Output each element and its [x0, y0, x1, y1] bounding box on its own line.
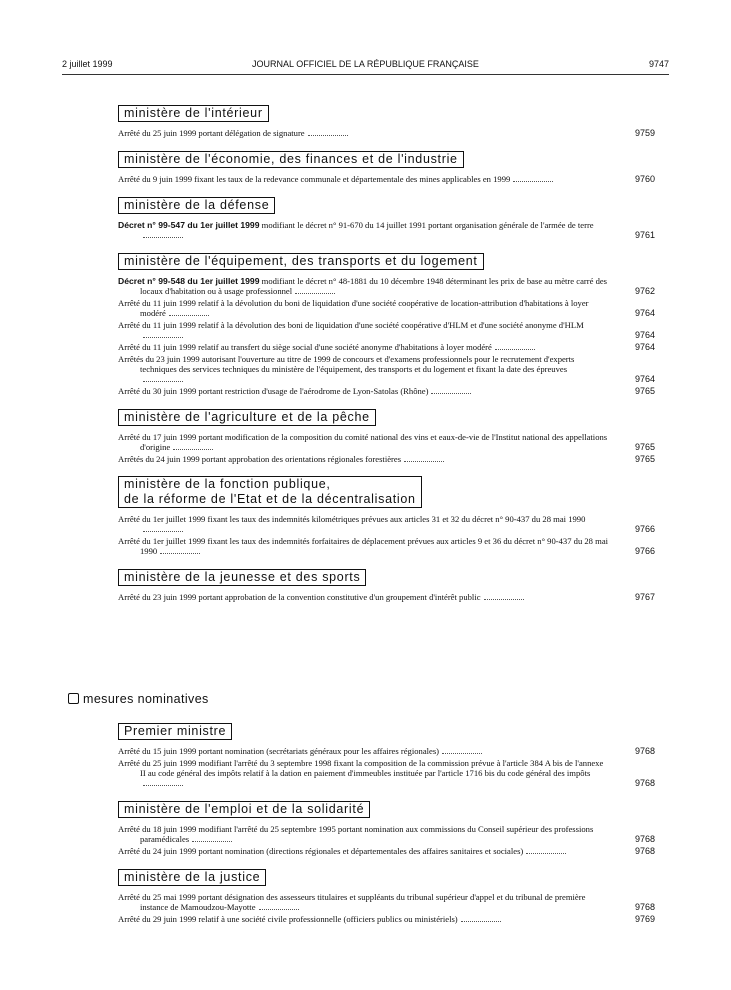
- entry-page-number: 9765: [634, 454, 655, 464]
- entry-description: Arrêté du 9 juin 1999 fixant les taux de la redevance communale et départementale des mines applicables en 1999: [118, 174, 511, 184]
- entry-description: modifiant le décret n° 91-670 du 14 juillet 1991 portant organisation générale de l'armée de terre: [259, 220, 594, 230]
- entry-page-number: 9765: [634, 386, 655, 396]
- toc-entry: [118, 514, 655, 534]
- dot-leader: [526, 853, 566, 854]
- entry-page-number: 9765: [634, 442, 655, 452]
- nominatives-heading: [68, 692, 209, 706]
- dot-leader: [295, 293, 335, 294]
- entry-page-number: 9764: [634, 330, 655, 340]
- entry-description: Arrêté du 17 juin 1999 portant modification de la composition du comité national des vins et eaux-de-vie de l'Institut national des appellations d'origine: [118, 432, 608, 452]
- toc-entry: [118, 746, 655, 756]
- toc-entry: [118, 354, 655, 384]
- entry-text: [118, 746, 609, 756]
- entry-text: [118, 386, 609, 396]
- entry-description: Arrêtés du 24 juin 1999 portant approbation des orientations régionales forestières: [118, 454, 402, 464]
- dot-leader: [513, 181, 553, 182]
- entry-page-number: 9764: [634, 374, 655, 384]
- toc-entry: [118, 386, 655, 396]
- ministry-section: [118, 568, 655, 602]
- toc-entry: [118, 298, 655, 318]
- entry-page-number: 9768: [634, 746, 655, 756]
- toc-entry: [118, 454, 655, 464]
- dot-leader: [404, 461, 444, 462]
- toc-entry: [118, 824, 655, 844]
- entry-description: Arrêté du 29 juin 1999 relatif à une société civile professionnelle (officiers publics ou ministériels): [118, 914, 458, 924]
- dot-leader: [169, 315, 209, 316]
- ministry-title-box: [118, 723, 232, 740]
- ministry-section: [118, 252, 655, 396]
- toc-entry: [118, 276, 655, 296]
- entry-text: [118, 354, 609, 384]
- ministry-title-box: [118, 869, 266, 886]
- ministry-title: ministère de l'agriculture et de la pêche: [124, 410, 370, 424]
- entry-page-number: 9768: [634, 846, 655, 856]
- entry-description: Arrêté du 25 juin 1999 portant délégation de signature: [118, 128, 305, 138]
- header-date: 2 juillet 1999: [62, 59, 113, 69]
- entry-page-number: 9766: [634, 546, 655, 556]
- ministry-title-box: [118, 569, 366, 586]
- entry-description: Arrêté du 1er juillet 1999 fixant les taux des indemnités forfaitaires de déplacement prévues aux articles 9 et 36 du décret n° 90-437 du 28 mai 1990: [118, 536, 609, 556]
- entry-text: [118, 892, 609, 912]
- entry-text: [118, 276, 609, 296]
- entry-text: [118, 824, 609, 844]
- toc-entry: [118, 128, 655, 138]
- ministry-section: [118, 150, 655, 184]
- entry-page-number: 9764: [634, 342, 655, 352]
- entry-description: Arrêté du 11 juin 1999 relatif à la dévolution du boni de liquidation d'une société coopérative de location-attribution d'habitations à loyer modéré: [118, 298, 589, 318]
- ministry-section: [118, 408, 655, 464]
- toc-entry: [118, 174, 655, 184]
- entry-page-number: 9766: [634, 524, 655, 534]
- ministry-section: [118, 868, 655, 924]
- nominatives-label: mesures nominatives: [83, 692, 209, 706]
- entry-text: [118, 536, 609, 556]
- entry-page-number: 9762: [634, 286, 655, 296]
- ministry-section: [118, 722, 655, 788]
- entry-description: modifiant le décret n° 48-1881 du 10 décembre 1948 déterminant les prix de base au mètre carré des locaux d'habitation ou à usage professionnel: [140, 276, 608, 296]
- entry-page-number: 9768: [634, 902, 655, 912]
- entry-description: Arrêté du 25 juin 1999 modifiant l'arrêté du 3 septembre 1998 fixant la composition de la commission prévue à l'article 384 A bis de l'annexe II au code général des impôts relatif à la dation en paiement d'immeubles instituée par l'article 1716 bis du code général des impôts: [118, 758, 604, 778]
- entry-text: [118, 220, 609, 240]
- entry-description: Arrêté du 18 juin 1999 modifiant l'arrêté du 25 septembre 1995 portant nomination aux commissions du Conseil supérieur des professions paramédicales: [118, 824, 594, 844]
- entry-description: Arrêté du 11 juin 1999 relatif à la dévolution des boni de liquidation d'une société coopérative d'HLM et d'une société anonyme d'HLM: [118, 320, 584, 330]
- dot-leader: [143, 337, 183, 338]
- entry-text: [118, 514, 609, 534]
- dot-leader: [192, 841, 232, 842]
- entry-text: [118, 758, 609, 788]
- ministry-title-box: [118, 476, 422, 508]
- entry-text: [118, 128, 609, 138]
- dot-leader: [259, 909, 299, 910]
- toc-entry: [118, 536, 655, 556]
- ministry-section: [118, 476, 655, 556]
- ministry-title: ministère de la justice: [124, 870, 261, 884]
- dot-leader: [431, 393, 471, 394]
- ministry-title: ministère de la jeunesse et des sports: [124, 570, 361, 584]
- dot-leader: [484, 599, 524, 600]
- toc-entry: [118, 914, 655, 924]
- header-page-number: 9747: [648, 59, 669, 69]
- dot-leader: [495, 349, 535, 350]
- ministries-list: [118, 104, 655, 614]
- ministry-title: ministère de la fonction publique,: [124, 477, 331, 491]
- entry-text: [118, 298, 609, 318]
- entry-description: Arrêté du 30 juin 1999 portant restriction d'usage de l'aérodrome de Lyon-Satolas (Rhône): [118, 386, 429, 396]
- entry-text: [118, 846, 609, 856]
- entry-decree-ref: Décret n° 99-548 du 1er juillet 1999: [118, 276, 260, 286]
- nominatives-list: [118, 722, 655, 936]
- dot-leader: [143, 237, 183, 238]
- ministry-title-box: [118, 151, 464, 168]
- dot-leader: [308, 135, 348, 136]
- ministry-section: [118, 800, 655, 856]
- entry-description: Arrêté du 24 juin 1999 portant nomination (directions régionales et départementales des affaires sanitaires et sociales): [118, 846, 524, 856]
- toc-entry: [118, 592, 655, 602]
- toc-entry: [118, 220, 655, 240]
- entry-description: Arrêté du 25 mai 1999 portant désignation des assesseurs titulaires et suppléants du tribunal supérieur d'appel et du tribunal de première instance de Mamoudzou-Mayotte: [118, 892, 586, 912]
- entry-page-number: 9759: [634, 128, 655, 138]
- running-header: [62, 59, 669, 73]
- dot-leader: [143, 785, 183, 786]
- ministry-title-box: [118, 197, 275, 214]
- entry-decree-ref: Décret n° 99-547 du 1er juillet 1999: [118, 220, 260, 230]
- entry-page-number: 9767: [634, 592, 655, 602]
- entry-text: [118, 342, 609, 352]
- header-journal-title: JOURNAL OFFICIEL DE LA RÉPUBLIQUE FRANÇAISE: [252, 59, 479, 69]
- ministry-title: ministère de l'intérieur: [124, 106, 263, 120]
- checkbox-square-icon: [68, 693, 79, 704]
- ministry-section: [118, 196, 655, 240]
- toc-entry: [118, 432, 655, 452]
- ministry-title-box: [118, 105, 269, 122]
- entry-text: [118, 320, 609, 340]
- entry-text: [118, 914, 609, 924]
- ministry-title: ministère de l'économie, des finances et de l'industrie: [124, 152, 458, 166]
- entry-description: Arrêté du 1er juillet 1999 fixant les taux des indemnités kilométriques prévues aux articles 31 et 32 du décret n° 90-437 du 28 mai 1990: [118, 514, 586, 524]
- entry-description: Arrêté du 11 juin 1999 relatif au transfert du siège social d'une société anonyme d'habitations à loyer modéré: [118, 342, 492, 352]
- dot-leader: [442, 753, 482, 754]
- dot-leader: [160, 553, 200, 554]
- entry-page-number: 9768: [634, 834, 655, 844]
- dot-leader: [143, 381, 183, 382]
- ministry-title-box: [118, 801, 370, 818]
- ministry-section: [118, 104, 655, 138]
- dot-leader: [461, 921, 501, 922]
- toc-entry: [118, 758, 655, 788]
- entry-page-number: 9764: [634, 308, 655, 318]
- ministry-title: ministère de la défense: [124, 198, 270, 212]
- ministry-title-box: [118, 409, 376, 426]
- toc-entry: [118, 342, 655, 352]
- entry-description: Arrêté du 23 juin 1999 portant approbation de la convention constitutive d'un groupement d'intérêt public: [118, 592, 481, 602]
- entry-text: [118, 174, 609, 184]
- entry-text: [118, 454, 609, 464]
- ministry-title-box: [118, 253, 484, 270]
- entry-text: [118, 592, 609, 602]
- entry-page-number: 9769: [634, 914, 655, 924]
- entry-description: Arrêté du 15 juin 1999 portant nomination (secrétariats généraux pour les affaires régionales): [118, 746, 440, 756]
- ministry-title: Premier ministre: [124, 724, 227, 738]
- entry-page-number: 9768: [634, 778, 655, 788]
- toc-entry: [118, 846, 655, 856]
- entry-text: [118, 432, 609, 452]
- header-rule: [62, 74, 669, 75]
- dot-leader: [173, 449, 213, 450]
- toc-entry: [118, 892, 655, 912]
- entry-page-number: 9760: [634, 174, 655, 184]
- ministry-title-line2: de la réforme de l'Etat et de la décentralisation: [124, 492, 416, 506]
- toc-entry: [118, 320, 655, 340]
- ministry-title: ministère de l'équipement, des transports et du logement: [124, 254, 478, 268]
- dot-leader: [143, 531, 183, 532]
- entry-page-number: 9761: [634, 230, 655, 240]
- ministry-title: ministère de l'emploi et de la solidarité: [124, 802, 365, 816]
- entry-description: Arrêtés du 23 juin 1999 autorisant l'ouverture au titre de 1999 de concours et d'examens professionnels pour le recrutement d'experts techniques des services techniques du ministère de l'équipement, des transports et du logement et fixant la date des épreuves: [118, 354, 575, 374]
